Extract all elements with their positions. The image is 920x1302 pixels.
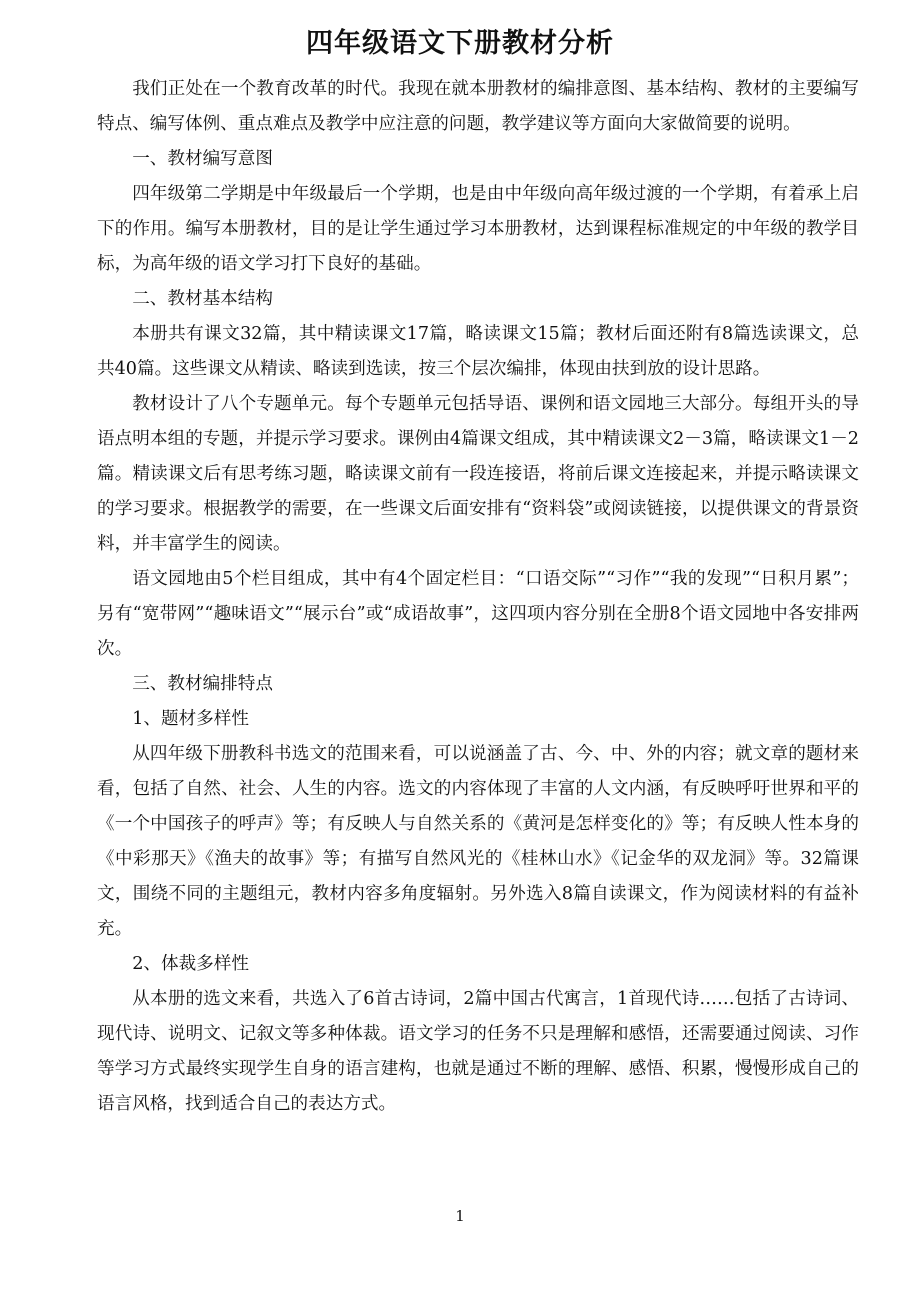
section-heading-structure: 二、教材基本结构 — [132, 289, 273, 309]
paragraph-intent: 四年级第二学期是中年级最后一个学期，也是由中年级向高年级过渡的一个学期，有着承上启下的作用。编写本册教材，目的是让学生通过学习本册教材，达到课程标准规定的中年级的教学目标，为高年级的语文学习打下良好的基础。 — [97, 184, 859, 274]
document-body — [97, 72, 859, 1122]
page-number: 1 — [455, 1207, 465, 1225]
document-title: 四年级语文下册教材分析 — [306, 28, 614, 59]
subsection-heading-themes: 1、题材多样性 — [132, 709, 249, 729]
paragraph-structure-units: 教材设计了八个专题单元。每个专题单元包括导语、课例和语文园地三大部分。每组开头的导语点明本组的专题，并提示学习要求。课例由4篇课文组成，其中精读课文2－3篇，略读课文1－2篇。精读课文后有思考练习题，略读课文前有一段连接语，将前后课文连接起来，并提示略读课文的学习要求。根据教学的需要，在一些课文后面安排有“资料袋”或阅读链接，以提供课文的背景资料，并丰富学生的阅读。 — [97, 394, 859, 554]
intro-paragraph: 我们正处在一个教育改革的时代。我现在就本册教材的编排意图、基本结构、教材的主要编写特点、编写体例、重点难点及教学中应注意的问题，教学建议等方面向大家做简要的说明。 — [97, 79, 859, 134]
subsection-heading-genres: 2、体裁多样性 — [132, 954, 249, 974]
paragraph-themes: 从四年级下册教科书选文的范围来看，可以说涵盖了古、今、中、外的内容；就文章的题材来看，包括了自然、社会、人生的内容。选文的内容体现了丰富的人文内涵，有反映呼吁世界和平的《一个中国孩子的呼声》等；有反映人与自然关系的《黄河是怎样变化的》等；有反映人性本身的《中彩那天》《渔夫的故事》等；有描写自然风光的《桂林山水》《记金华的双龙洞》等。32篇课文，围绕不同的主题组元，教材内容多角度辐射。另外选入8篇自读课文，作为阅读材料的有益补充。 — [97, 744, 859, 939]
paragraph-genres: 从本册的选文来看，共选入了6首古诗词，2篇中国古代寓言，1首现代诗……包括了古诗词、现代诗、说明文、记叙文等多种体裁。语文学习的任务不只是理解和感悟，还需要通过阅读、习作等学习方式最终实现学生自身的语言建构，也就是通过不断的理解、感悟、积累，慢慢形成自己的语言风格，找到适合自己的表达方式。 — [97, 989, 859, 1114]
paragraph-structure-garden: 语文园地由5个栏目组成，其中有4个固定栏目：“口语交际”“习作”“我的发现”“日积月累”；另有“宽带网”“趣味语文”“展示台”或“成语故事”，这四项内容分别在全册8个语文园地中各安排两次。 — [97, 569, 859, 659]
section-heading-intent: 一、教材编写意图 — [132, 149, 273, 169]
section-heading-features: 三、教材编排特点 — [132, 674, 273, 694]
paragraph-structure-count: 本册共有课文32篇，其中精读课文17篇，略读课文15篇；教材后面还附有8篇选读课文，总共40篇。这些课文从精读、略读到选读，按三个层次编排，体现由扶到放的设计思路。 — [97, 324, 859, 379]
